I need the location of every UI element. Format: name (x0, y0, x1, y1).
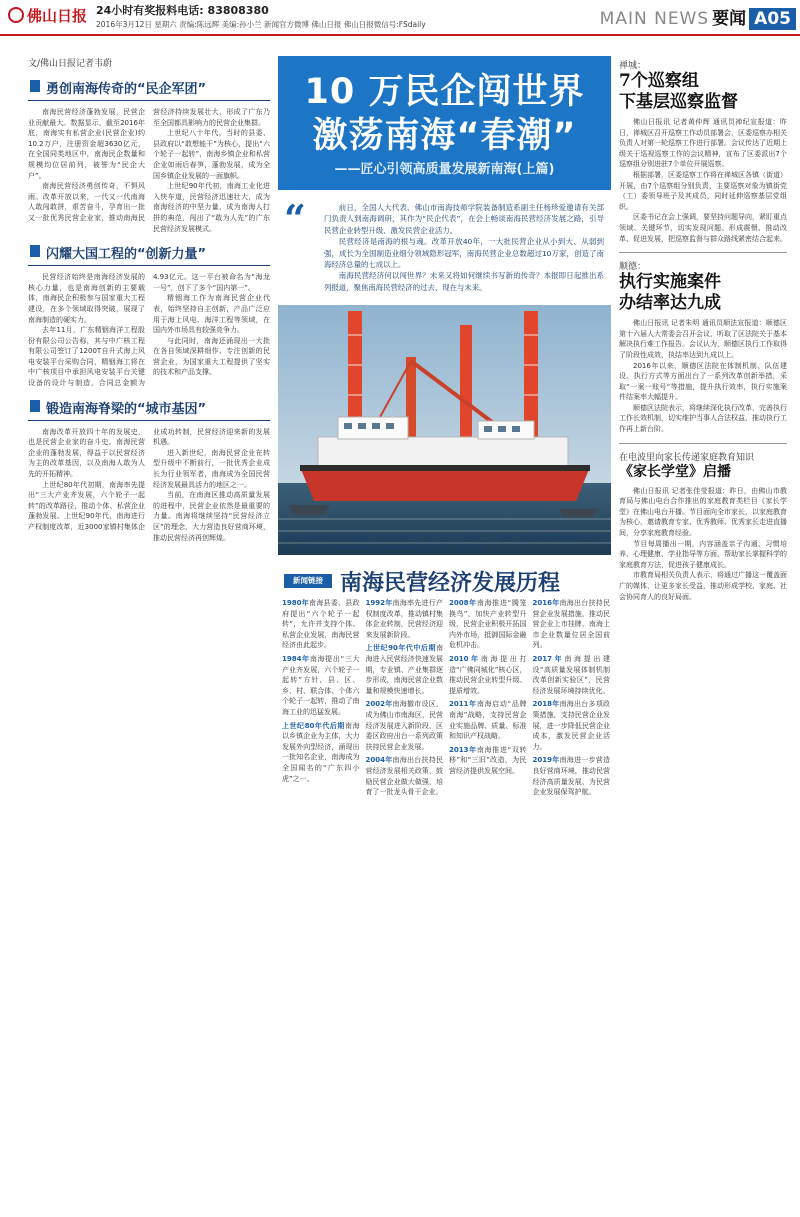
timeline-text: 南海进入民营经济快速发展期，专业镇、产业集群逐步形成，南海民营企业数量和规模快速增长。 (365, 644, 443, 695)
section-heading: 锻造南海脊梁的“城市基因” (28, 395, 270, 421)
timeline-entry (533, 654, 611, 696)
paragraph: 南海民营经济蓬勃发展，民营企业贡献最大。数据显示，截至2016年底，南海实有私营企业(民营企业)约10.2万户，注册资金超3630亿元，在全国同类地区中，南海民企数量和规模均位居前列，被誉为“民企大户”。 (28, 108, 145, 180)
paragraph: 南海民营经济勇创传奇，不惧风雨。改革开放以来，一代又一代南海人敢闯敢拼，艰苦奋斗，孕育出一批又一批优秀民营企业家，推动南海民营经济持续发展壮大，形成了广东乃至全国都具影响力的民营企业集群。 (28, 108, 270, 222)
offshore-platform-illustration (278, 305, 611, 555)
timeline-year: 2002年 (365, 700, 393, 709)
lead-paragraph: 民营经济是南海的根与魂。改革开放40年，一大批民营企业从小到大、从弱到强，成长为全国制造业细分领域隐形冠军，南海民营企业总数超过10万家，创造了南海经济总量的七成以上。 (324, 237, 604, 270)
lead-text (324, 202, 604, 293)
timeline-entry (533, 699, 611, 752)
paragraph: 去年11月，广东精铟海洋工程股份有限公司公告称，其与中广核工程有限公司签订了1200T自升式海上风电安装平台采购合同，精铟海工将在中广核项目中承担风电安装平台关键设备的设计与制造，合同总金额为4.93亿元。这一平台被命名为“海龙一号”，创下了多个“国内第一”。 (28, 273, 270, 388)
paragraph: 南海改革开放四十年的发展史，也是民营企业家的奋斗史。南海民营企业的蓬勃发展，得益于以民营经济为主的改革基因，以及南海人敢为人先的开拓精神。 (28, 427, 145, 479)
quote-icon: “ (284, 196, 306, 241)
timeline-entry (449, 699, 527, 741)
hero-title-line-1: 10 万民企闯世界 (304, 72, 585, 112)
timeline-year: 2008年 (449, 599, 477, 607)
editor-credits: 2016年3月12日 星期六 责编:陈远辉 美编:孙小兰 新闻官方微博 佛山日报 佛山日报微信号:FSdaily (96, 20, 426, 29)
article-body (619, 486, 787, 603)
left-sections (28, 75, 270, 543)
hero-title-line-2: 激荡南海“春潮” (312, 116, 577, 156)
paragraph: 进入新世纪，南海民营企业在转型升级中不断前行，一批优秀企业成长为行业领军者，南海成为全国民营经济发展最具活力的地区之一。 (153, 448, 270, 489)
paragraph: 佛山日报讯 记者黄仲辉 通讯员禅纪宣报道：昨日，禅城区召开巡察工作动员部署会，区委巡察办相关负责人对第一轮巡察工作进行部署。会议传达了近期上级关于巡视巡察工作的会议精神，宣布了区委派出7个巡察组分别进驻7个单位开展巡察。 (619, 118, 787, 169)
timeline-entry (533, 755, 611, 797)
paragraph: 民营经济始终是南海经济发展的核心力量，也是南海创新的主要载体，南海民企积极参与国家重大工程建设，在多个领域取得突破，展现了南海制造的硬实力。 (28, 273, 145, 324)
timeline-text: 南海提出建设“高质量发展体制机制改革创新实验区”，民营经济发展环境持续优化。 (532, 654, 610, 695)
article-headline: 7个巡察组 (619, 71, 699, 91)
paragraph: 当前，在南海区推动高质量发展的进程中，民营企业依然是最重要的力量。南海将继续坚持“民营经济立区”的理念，大力营造良好营商环境，推动民营经济再创辉煌。 (153, 491, 270, 542)
section-heading: 闪耀大国工程的“创新力量” (28, 240, 270, 266)
paragraph: 区委书记在会上强调，要坚持问题导向，紧盯重点领域、关键环节，切实发现问题、形成震慑、推动改革、促进发展，把巡察监督与群众路线紧密结合起来。 (619, 213, 787, 243)
article-headline: 执行实施案件 (619, 272, 721, 293)
byline: 文/佛山日报记者韦蔚 (28, 59, 113, 69)
newspaper-logo (8, 4, 88, 28)
article-body (619, 117, 787, 244)
timeline-text: 南海率先进行产权制度改革，推动镇村集体企业转制，民营经济迎来发展新阶段。 (365, 599, 444, 639)
timeline-year: 2011年 (449, 700, 477, 709)
timeline-year: 2019年 (532, 756, 560, 765)
timeline-year: 2016年 (532, 599, 560, 607)
platform-photo (278, 305, 611, 555)
timeline-entry (282, 721, 360, 785)
timeline-entry (533, 598, 611, 651)
lead-summary (278, 190, 611, 302)
right-column (619, 56, 787, 1206)
logo-text: 佛山日报 (27, 7, 88, 25)
article-kicker: 在电波里向家长传递家庭教育知识 (619, 452, 755, 463)
timeline-year: 2004年 (365, 756, 393, 765)
timeline-text: 南海推进“腾笼换鸟”，加快产业转型升级，民营企业积极开拓国内外市场，抵御国际金融危机冲击。 (449, 599, 527, 650)
timeline-text: 南海推进“双转移”和“三旧”改造，为民营经济提供发展空间。 (449, 745, 527, 775)
section-cn: 要闻 (712, 9, 747, 29)
section-body (28, 107, 270, 234)
paragraph: 上世纪八十年代，当时的县委、县政府以“敢想能干”为核心，提出“六个轮子一起转”，南海乡镇企业和私营企业如雨后春笋，蓬勃发展，成为全国乡镇企业发展的一面旗帜。 (153, 129, 270, 180)
timeline-year: 2013年 (449, 745, 477, 754)
timeline-entry (282, 654, 360, 718)
timeline-text: 南海提出打造“广佛同城化”核心区，推动民营企业转型升级、提质增效。 (449, 654, 527, 695)
paragraph: 佛山日报讯 记者张佳莹报道：昨日，由佛山市教育局与佛山电台合作推出的家庭教育类栏目《家长学堂》在佛山电台开播。节目面向全市家长，以家庭教育为核心，邀请教育专家、优秀教师、优秀家长走进直播间，分享家庭教育经验。 (619, 486, 787, 538)
timeline-entry (282, 598, 360, 651)
article-body (619, 318, 787, 435)
section-heading: 勇创南海传奇的“民企军团” (28, 75, 270, 101)
timeline-year: 上世纪80年代后期 (282, 721, 345, 730)
news-link-badge: 新闻链接 (284, 574, 332, 588)
timeline-year: 2017年 (532, 654, 565, 663)
history-timeline (282, 598, 610, 1210)
timeline-text: 南海出台扶持民营经济发展相关政策，鼓励民营企业做大做强，培育了一批龙头骨干企业。 (365, 756, 444, 797)
section-en: MAIN NEWS (599, 9, 710, 29)
timeline-year: 1984年 (282, 654, 310, 663)
paragraph: 2016年以来，顺德区法院在体制机制、队伍建设、执行方式等方面出台了一系列改革创新举措，采取“一案一账号“等措施，提升执行效率，执行实施案件结案率大幅提升。 (619, 361, 787, 402)
timeline-year: 上世纪90年代中后期 (365, 644, 436, 653)
paragraph: 节目每周播出一期，内容涵盖亲子沟通、习惯培养、心理健康、学业指导等方面，帮助家长掌握科学的家庭教育方法，促进孩子健康成长。 (619, 539, 787, 569)
article-kicker: 禅城： (619, 61, 647, 71)
timeline-text: 南海进一步营造良好营商环境，推动民营经济高质量发展，为民营企业发展保驾护航。 (532, 756, 610, 797)
page-number: A05 (749, 8, 796, 30)
hero-subtitle: ——匠心引领高质量发展新南海(上篇) (334, 162, 555, 177)
timeline-text: 南海出台扶持民营企业发展措施，推动民营企业上市挂牌，南海上市企业数量位居全国前列。 (532, 599, 610, 650)
paragraph: 市教育局相关负责人表示，将通过广播这一覆盖面广的媒体，让更多家长受益，推动形成学校、家庭、社会协同育人的良好局面。 (619, 571, 787, 601)
paragraph: 与此同时，南海还涌现出一大批在各自领域深耕细作、专注创新的民营企业，为国家重大工程提供了坚实的技术和产品支撑。 (153, 336, 270, 377)
paragraph: 精铟海工作为南海民营企业代表，始终坚持自主创新，产品广泛应用于海上风电、海洋工程等领域，在国内外市场具有较强竞争力。 (153, 294, 270, 335)
article-kicker: 顺德： (619, 262, 647, 273)
hotline: 24小时有奖报料电话: 83808380 (96, 4, 269, 17)
article-headline: 办结率达九成 (619, 293, 721, 314)
lead-paragraph: 前日，全国人大代表、佛山市南海技师学院装备制造系副主任杨珍爱邀请有关部门负责人到南海调研，其作为“民企代表”，在会上畅谈南海民营经济发展之路，引导民营企业转型升级、激发民营企业活力。 (324, 203, 604, 235)
timeline-text: 南海撤市设区，成为佛山市南海区，民营经济发展进入新阶段，区委区政府出台一系列政策扶持民营企业发展。 (365, 700, 444, 751)
paragraph: 上世纪90年代初，南海工业化进入快车道，民营经济迅速壮大，成为南海经济的中坚力量，成为南海人打拼的典范，闯出了“敢为人先”的广东民营经济发展模式。 (153, 182, 270, 233)
timeline-text: 南海出台多项政策措施，支持民营企业发展，进一步降低民营企业成本，激发民营企业活力。 (532, 700, 610, 751)
lead-paragraph: 南海民营经济何以闯世界？未来又将如何继续书写新的传奇？本报即日起推出系列报道，聚焦南海民营经济的过去、现在与未来。 (324, 271, 604, 292)
paragraph: 佛山日报讯 记者朱明 通讯员顺法宣报道：顺德区第十六届人大常委会召开会议，听取了区法院关于基本解决执行难工作报告。会议认为，顺德区执行工作取得了阶段性成效，执结率达到九成以上。 (619, 319, 787, 359)
timeline-entry (366, 755, 444, 797)
timeline-text: 南海县委、县政府提出“六个轮子一起转”，允许并支持个体、私营企业发展，南海民营经济由此起步。 (282, 599, 360, 650)
timeline-entry (449, 654, 527, 696)
timeline-entry (449, 598, 527, 651)
section-body (28, 272, 270, 389)
timeline-text: 南海以乡镇企业为主体，大力发展外向型经济，涌现出一批知名企业，南海成为全国闻名的“广东四小虎”之一。 (282, 721, 360, 783)
timeline-entry (449, 745, 527, 777)
divider (619, 252, 787, 253)
article-headline: 下基层巡察监督 (619, 92, 738, 112)
paragraph: 顺德区法院表示，将继续深化执行改革，完善执行工作长效机制，切实维护当事人合法权益，推动执行工作再上新台阶。 (619, 403, 787, 434)
timeline-year: 1992年 (365, 599, 393, 607)
paragraph: 根据部署，区委巡察工作将在禅城区各镇（街道）开展，由7个巡察组分别负责，主要巡察对象为镇街党（工）委领导班子及其成员，同时延伸巡察基层党组织。 (619, 170, 787, 211)
timeline-entry (366, 699, 444, 752)
timeline-entry (366, 643, 444, 696)
paragraph: 上世纪80年代初期，南海率先提出“三大产业齐发展，六个轮子一起转”的改革路径，推动个体、私营企业蓬勃发展。上世纪90年代，南海进行产权制度改革，近3000家镇村集体企业成功转制，民营经济迎来新的发展机遇。 (28, 427, 270, 531)
divider (619, 443, 787, 444)
timeline-text: 南海提出“三大产业齐发展，六个轮子一起转”方针，县、区、乡、村、联合体、个体六个轮子一起转，推动了南海工业的迅猛发展。 (282, 654, 360, 716)
timeline-year: 2018年 (532, 700, 560, 709)
section-label (600, 4, 796, 29)
timeline-entry (366, 598, 444, 640)
timeline-text: 南海启动“品牌南海”战略，支持民营企业实施品牌、质量、标准和知识产权战略。 (449, 700, 527, 741)
masthead (0, 0, 800, 36)
timeline-year: 1980年 (282, 599, 309, 607)
history-title: 南海民营经济发展历程 (340, 571, 561, 596)
article-headline: 《家长学堂》启播 (619, 463, 731, 480)
left-column (28, 56, 270, 1196)
logo-icon (8, 7, 24, 23)
timeline-year: 2010年 (449, 654, 481, 663)
photo-caption: 南海民企精铟海工建造的海上风电安装平台，创下多个“国内第一”，填补了我国海洋装备领域的多项空白。图为该公司产品KOE-01在2018年6月出海试航。/企业供图 (282, 533, 606, 552)
section-body (28, 427, 270, 544)
